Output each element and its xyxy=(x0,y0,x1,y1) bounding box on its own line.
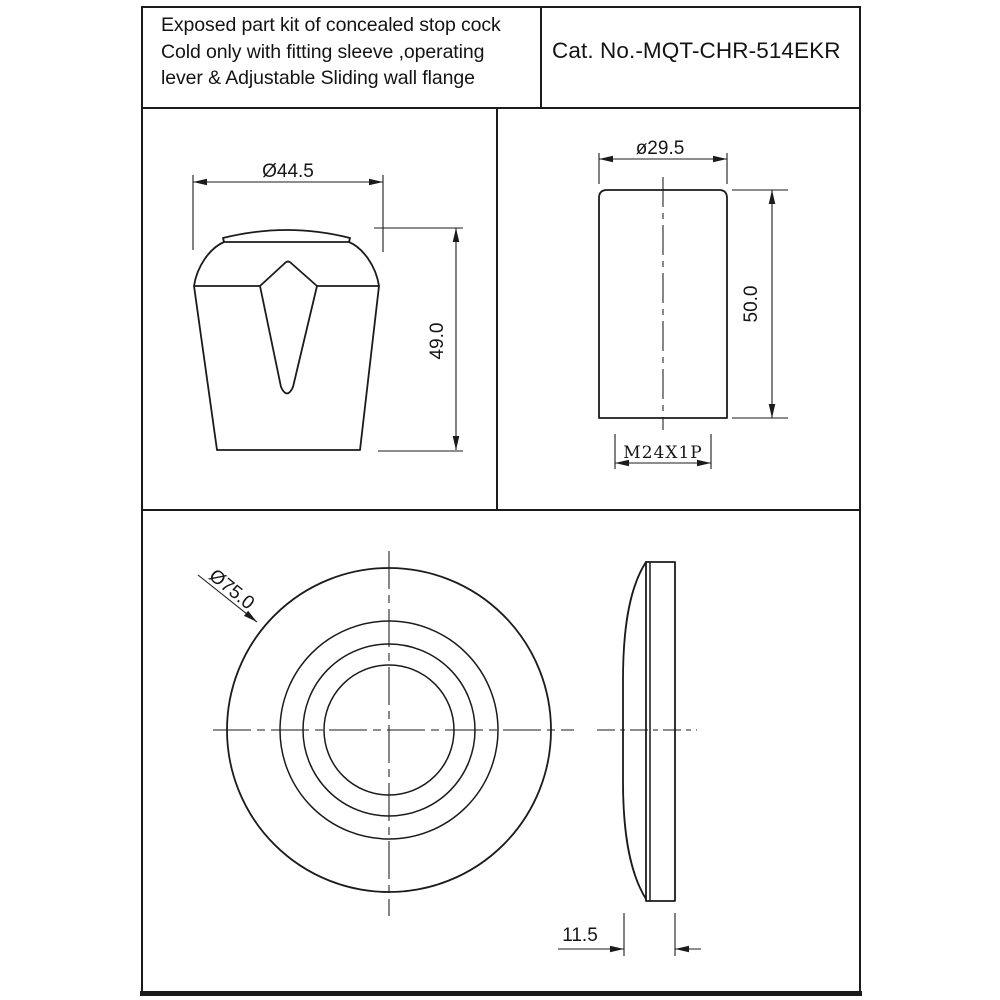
wall-flange-side-view xyxy=(558,562,701,956)
sleeve-height-dimension xyxy=(732,190,788,418)
sleeve-thread-label: M24X1P xyxy=(623,443,703,463)
catalog-number: Cat. No.-MQT-CHR-514EKR xyxy=(552,38,841,63)
title-line-1: Exposed part kit of concealed stop cock xyxy=(161,14,501,36)
flange-thickness-dimension xyxy=(558,913,701,956)
frame-border xyxy=(142,7,860,993)
sleeve-diameter-label: ø29.5 xyxy=(635,138,685,159)
lever-diameter-dimension xyxy=(193,161,383,252)
flange-thickness-label: 11.5 xyxy=(562,925,598,946)
wall-flange-front-view xyxy=(198,551,574,916)
flange-diameter-leader xyxy=(198,565,258,622)
lever-height-label: 49.0 xyxy=(427,322,448,360)
flange-diameter-label: Ø75.0 xyxy=(204,565,259,615)
bottom-heavy-rule xyxy=(140,991,862,996)
sleeve-thread-dimension xyxy=(615,434,711,469)
operating-lever-view xyxy=(193,161,463,451)
title-line-2: Cold only with fitting sleeve ,operating xyxy=(161,40,485,63)
lever-height-dimension xyxy=(374,228,463,451)
title-line-3: lever & Adjustable Sliding wall flange xyxy=(161,67,475,89)
lever-outline-path xyxy=(194,230,379,450)
sleeve-height-label: 50.0 xyxy=(741,285,762,323)
fitting-sleeve-view xyxy=(599,138,788,469)
lever-diameter-label: Ø44.5 xyxy=(262,161,314,182)
title-block-description xyxy=(161,12,533,92)
